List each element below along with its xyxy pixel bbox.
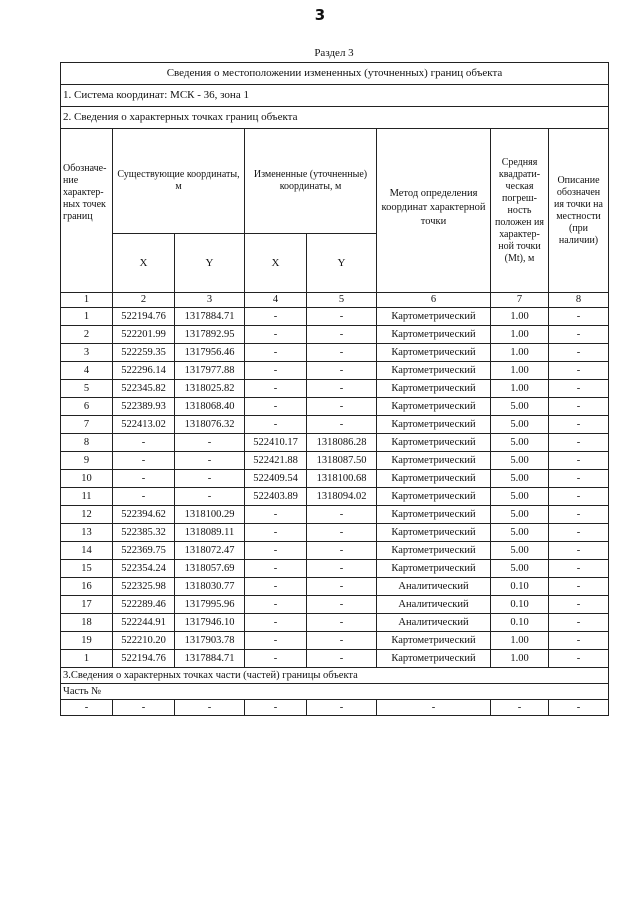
table-cell: - bbox=[245, 596, 307, 614]
table-cell: - bbox=[549, 362, 609, 380]
column-number: 2 bbox=[113, 293, 175, 308]
table-cell: - bbox=[549, 578, 609, 596]
table-cell: 5.00 bbox=[491, 434, 549, 452]
table-cell: - bbox=[245, 416, 307, 434]
table-cell: - bbox=[549, 308, 609, 326]
parts-header: 3.Сведения о характерных точках части (частей) границы объекта bbox=[61, 668, 609, 684]
table-row bbox=[61, 596, 609, 614]
table-cell: 1317884.71 bbox=[175, 650, 245, 668]
table-cell: - bbox=[245, 578, 307, 596]
table-cell: - bbox=[307, 344, 377, 362]
table-cell: 13 bbox=[61, 524, 113, 542]
table-cell: - bbox=[549, 416, 609, 434]
table-cell: - bbox=[245, 362, 307, 380]
table-cell: - bbox=[245, 700, 307, 716]
table-cell: Картометрический bbox=[377, 398, 491, 416]
table-cell: - bbox=[175, 700, 245, 716]
table-cell: Картометрический bbox=[377, 650, 491, 668]
coord-system: 1. Система координат: МСК - 36, зона 1 bbox=[61, 85, 609, 107]
column-number: 3 bbox=[175, 293, 245, 308]
boundary-points-table bbox=[60, 62, 609, 716]
table-cell: 522259.35 bbox=[113, 344, 175, 362]
table-cell: 1.00 bbox=[491, 650, 549, 668]
table-cell: 5.00 bbox=[491, 470, 549, 488]
table-cell: 522296.14 bbox=[113, 362, 175, 380]
table-row bbox=[61, 488, 609, 506]
table-cell: 1318089.11 bbox=[175, 524, 245, 542]
table-row bbox=[61, 650, 609, 668]
column-number: 4 bbox=[245, 293, 307, 308]
table-cell: Картометрический bbox=[377, 344, 491, 362]
header-method: Метод определения координат характерной точки bbox=[377, 129, 491, 293]
table-cell: 5 bbox=[61, 380, 113, 398]
header-changed: Измененные (уточненные) координаты, м bbox=[245, 129, 377, 234]
table-cell: 8 bbox=[61, 434, 113, 452]
table-cell: 522409.54 bbox=[245, 470, 307, 488]
table-row bbox=[61, 344, 609, 362]
table-cell: - bbox=[549, 470, 609, 488]
table-cell: 522410.17 bbox=[245, 434, 307, 452]
table-row bbox=[61, 398, 609, 416]
table-cell: Картометрический bbox=[377, 362, 491, 380]
table-cell: - bbox=[175, 470, 245, 488]
table-cell: - bbox=[549, 326, 609, 344]
table-row bbox=[61, 632, 609, 650]
table-cell: 1318068.40 bbox=[175, 398, 245, 416]
table-cell: 5.00 bbox=[491, 452, 549, 470]
table-cell: 5.00 bbox=[491, 398, 549, 416]
table-cell: - bbox=[549, 524, 609, 542]
table-cell: 522194.76 bbox=[113, 308, 175, 326]
table-row bbox=[61, 560, 609, 578]
part-row bbox=[61, 700, 609, 716]
table-cell: - bbox=[549, 398, 609, 416]
header-x-changed: X bbox=[245, 234, 307, 293]
table-cell: - bbox=[549, 488, 609, 506]
table-cell: 522354.24 bbox=[113, 560, 175, 578]
table-cell: 1.00 bbox=[491, 632, 549, 650]
table-cell: Картометрический bbox=[377, 488, 491, 506]
table-cell: - bbox=[245, 344, 307, 362]
header-x-existing: X bbox=[113, 234, 175, 293]
table-cell: 522421.88 bbox=[245, 452, 307, 470]
table-cell: - bbox=[113, 488, 175, 506]
table-cell: - bbox=[307, 700, 377, 716]
table-cell: - bbox=[113, 700, 175, 716]
table-cell: 11 bbox=[61, 488, 113, 506]
table-row bbox=[61, 614, 609, 632]
table-cell: - bbox=[61, 700, 113, 716]
column-number: 8 bbox=[549, 293, 609, 308]
table-row bbox=[61, 380, 609, 398]
table-row bbox=[61, 506, 609, 524]
table-cell: - bbox=[307, 326, 377, 344]
table-cell: 1318100.29 bbox=[175, 506, 245, 524]
table-row bbox=[61, 452, 609, 470]
table-cell: Картометрический bbox=[377, 506, 491, 524]
table-cell: 522394.62 bbox=[113, 506, 175, 524]
table-cell: - bbox=[307, 650, 377, 668]
table-cell: Картометрический bbox=[377, 632, 491, 650]
table-cell: 1 bbox=[61, 308, 113, 326]
table-cell: - bbox=[549, 434, 609, 452]
table-row bbox=[61, 470, 609, 488]
table-cell: 522369.75 bbox=[113, 542, 175, 560]
table-cell: 522194.76 bbox=[113, 650, 175, 668]
table-cell: - bbox=[175, 488, 245, 506]
header-description: Описание обозначен ия точки на местности (при наличии) bbox=[549, 129, 609, 293]
column-number: 1 bbox=[61, 293, 113, 308]
table-cell: 1.00 bbox=[491, 344, 549, 362]
table-cell: 9 bbox=[61, 452, 113, 470]
table-cell: - bbox=[307, 416, 377, 434]
table-cell: 1317892.95 bbox=[175, 326, 245, 344]
table-cell: - bbox=[307, 596, 377, 614]
header-error: Средняя квадрати-ческая погреш-ность положен ия характер-ной точки (Mt), м bbox=[491, 129, 549, 293]
table-cell: 1317946.10 bbox=[175, 614, 245, 632]
table-cell: 12 bbox=[61, 506, 113, 524]
table-cell: Картометрический bbox=[377, 452, 491, 470]
table-cell: - bbox=[245, 614, 307, 632]
table-cell: 14 bbox=[61, 542, 113, 560]
table-cell: - bbox=[113, 434, 175, 452]
table-cell: 5.00 bbox=[491, 416, 549, 434]
table-row bbox=[61, 326, 609, 344]
table-cell: 4 bbox=[61, 362, 113, 380]
table-cell: 522210.20 bbox=[113, 632, 175, 650]
table-cell: - bbox=[307, 506, 377, 524]
column-number: 5 bbox=[307, 293, 377, 308]
table-cell: 15 bbox=[61, 560, 113, 578]
table-cell: 1318030.77 bbox=[175, 578, 245, 596]
table-cell: - bbox=[491, 700, 549, 716]
table-cell: 522403.89 bbox=[245, 488, 307, 506]
table-cell: - bbox=[307, 542, 377, 560]
table-cell: - bbox=[245, 632, 307, 650]
table-cell: 1318025.82 bbox=[175, 380, 245, 398]
table-cell: 5.00 bbox=[491, 488, 549, 506]
table-cell: 1318057.69 bbox=[175, 560, 245, 578]
column-number: 7 bbox=[491, 293, 549, 308]
table-cell: - bbox=[245, 560, 307, 578]
table-cell: - bbox=[307, 632, 377, 650]
table-cell: Картометрический bbox=[377, 434, 491, 452]
table-cell: 7 bbox=[61, 416, 113, 434]
table-cell: Картометрический bbox=[377, 380, 491, 398]
table-row bbox=[61, 578, 609, 596]
table-cell: - bbox=[549, 700, 609, 716]
table-cell: 10 bbox=[61, 470, 113, 488]
table-cell: Картометрический bbox=[377, 308, 491, 326]
table-cell: 1.00 bbox=[491, 308, 549, 326]
table-row bbox=[61, 524, 609, 542]
table-cell: Картометрический bbox=[377, 326, 491, 344]
table-cell: 5.00 bbox=[491, 542, 549, 560]
table-cell: 522201.99 bbox=[113, 326, 175, 344]
table-cell: - bbox=[245, 308, 307, 326]
table-cell: 522244.91 bbox=[113, 614, 175, 632]
table-cell: - bbox=[549, 506, 609, 524]
table-cell: - bbox=[549, 344, 609, 362]
table-cell: 1318087.50 bbox=[307, 452, 377, 470]
table-cell: - bbox=[307, 578, 377, 596]
table-cell: 1.00 bbox=[491, 380, 549, 398]
table-cell: - bbox=[245, 542, 307, 560]
table-cell: 5.00 bbox=[491, 560, 549, 578]
table-cell: 0.10 bbox=[491, 596, 549, 614]
table-cell: - bbox=[245, 380, 307, 398]
table-cell: 1318100.68 bbox=[307, 470, 377, 488]
table-cell: - bbox=[245, 650, 307, 668]
table-cell: - bbox=[307, 614, 377, 632]
table-cell: Аналитический bbox=[377, 596, 491, 614]
table-cell: - bbox=[549, 650, 609, 668]
table-cell: 19 bbox=[61, 632, 113, 650]
table-cell: - bbox=[549, 542, 609, 560]
table-cell: 1317995.96 bbox=[175, 596, 245, 614]
table-cell: 522325.98 bbox=[113, 578, 175, 596]
table-cell: - bbox=[307, 560, 377, 578]
table-cell: - bbox=[113, 452, 175, 470]
table-cell: 522389.93 bbox=[113, 398, 175, 416]
table-cell: - bbox=[549, 452, 609, 470]
table-cell: 0.10 bbox=[491, 614, 549, 632]
table-cell: - bbox=[307, 380, 377, 398]
page-number: 3 bbox=[314, 6, 326, 24]
table-cell: 1.00 bbox=[491, 326, 549, 344]
table-cell: 522345.82 bbox=[113, 380, 175, 398]
table-cell: 522289.46 bbox=[113, 596, 175, 614]
header-designation: Обозначе-ние характер-ных точек границ bbox=[61, 129, 113, 293]
table-cell: 1317977.88 bbox=[175, 362, 245, 380]
table-row bbox=[61, 416, 609, 434]
table-cell: - bbox=[307, 362, 377, 380]
table-cell: 1318086.28 bbox=[307, 434, 377, 452]
table-cell: Картометрический bbox=[377, 560, 491, 578]
table-cell: 1 bbox=[61, 650, 113, 668]
table-cell: 3 bbox=[61, 344, 113, 362]
table-cell: - bbox=[245, 398, 307, 416]
header-y-existing: Y bbox=[175, 234, 245, 293]
table-cell: Картометрический bbox=[377, 524, 491, 542]
section-label: Раздел 3 bbox=[314, 47, 354, 59]
table-cell: - bbox=[175, 434, 245, 452]
table-cell: 522413.02 bbox=[113, 416, 175, 434]
part-number-label: Часть № bbox=[61, 684, 609, 700]
table-cell: 1.00 bbox=[491, 362, 549, 380]
table-cell: - bbox=[113, 470, 175, 488]
table-cell: Аналитический bbox=[377, 578, 491, 596]
table-cell: - bbox=[175, 452, 245, 470]
table-cell: 522385.32 bbox=[113, 524, 175, 542]
table-cell: Картометрический bbox=[377, 542, 491, 560]
table-cell: - bbox=[549, 632, 609, 650]
points-header: 2. Сведения о характерных точках границ объекта bbox=[61, 107, 609, 129]
table-cell: 1317956.46 bbox=[175, 344, 245, 362]
table-cell: - bbox=[307, 308, 377, 326]
table-cell: 17 bbox=[61, 596, 113, 614]
table-cell: 1317884.71 bbox=[175, 308, 245, 326]
table-row bbox=[61, 362, 609, 380]
table-cell: 5.00 bbox=[491, 524, 549, 542]
table-cell: - bbox=[307, 524, 377, 542]
table-cell: - bbox=[245, 506, 307, 524]
table-row bbox=[61, 434, 609, 452]
table-cell: 1318076.32 bbox=[175, 416, 245, 434]
table-title: Сведения о местоположении измененных (уточненных) границ объекта bbox=[61, 63, 609, 85]
table-cell: - bbox=[307, 398, 377, 416]
table-cell: Аналитический bbox=[377, 614, 491, 632]
table-cell: 5.00 bbox=[491, 506, 549, 524]
table-cell: - bbox=[549, 560, 609, 578]
table-cell: 18 bbox=[61, 614, 113, 632]
table-cell: 1318094.02 bbox=[307, 488, 377, 506]
header-existing: Существующие координаты, м bbox=[113, 129, 245, 234]
table-row bbox=[61, 542, 609, 560]
table-cell: 0.10 bbox=[491, 578, 549, 596]
table-cell: - bbox=[377, 700, 491, 716]
column-number: 6 bbox=[377, 293, 491, 308]
table-cell: 1318072.47 bbox=[175, 542, 245, 560]
header-y-changed: Y bbox=[307, 234, 377, 293]
table-cell: Картометрический bbox=[377, 416, 491, 434]
table-cell: 2 bbox=[61, 326, 113, 344]
table-row bbox=[61, 308, 609, 326]
table-cell: - bbox=[245, 524, 307, 542]
table-cell: - bbox=[549, 614, 609, 632]
table-cell: 1317903.78 bbox=[175, 632, 245, 650]
table-cell: - bbox=[245, 326, 307, 344]
table-cell: 6 bbox=[61, 398, 113, 416]
table-cell: - bbox=[549, 380, 609, 398]
table-cell: Картометрический bbox=[377, 470, 491, 488]
table-cell: 16 bbox=[61, 578, 113, 596]
table-cell: - bbox=[549, 596, 609, 614]
